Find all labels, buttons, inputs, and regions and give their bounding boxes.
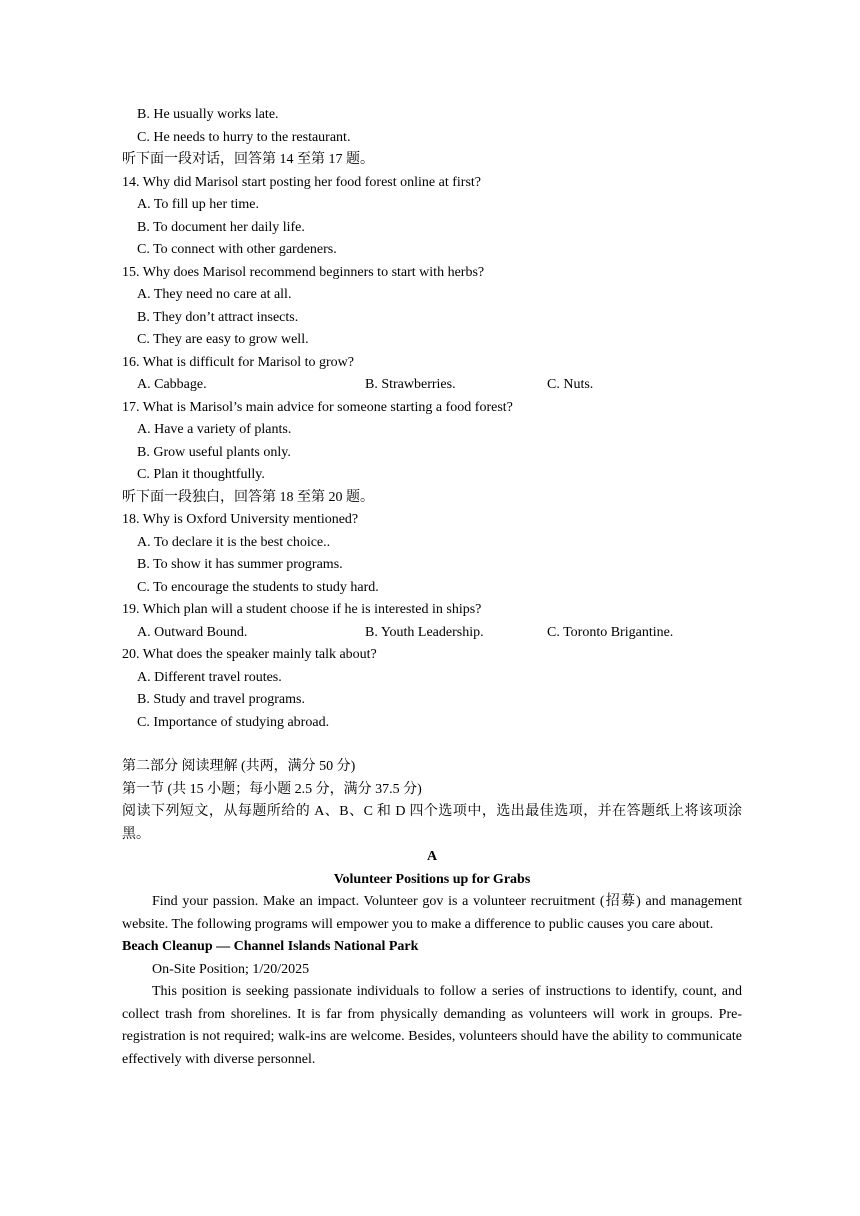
- q14-option-b: B. To document her daily life.: [137, 219, 305, 235]
- program-body: This position is seeking passionate individuals to follow a series of instructions to identify, count, and collect trash from shorelines. It is far from physically demanding as volunteers will work in groups. Pre-registration is not required; walk-ins are welcome. Besides, volunteers should have the ability to communicate effectively with diverse personnel.: [122, 984, 742, 1067]
- section1-heading: 第一节 (共 15 小题；每小题 2.5 分，满分 37.5 分): [122, 781, 422, 797]
- q16-stem: 16. What is difficult for Marisol to grow?: [122, 354, 354, 370]
- q20-option-c: C. Importance of studying abroad.: [137, 714, 330, 730]
- spacer: [122, 734, 742, 756]
- passage-intro: Find your passion. Make an impact. Volunteer gov is a volunteer recruitment (招募) and management website. The following programs will empower you to make a difference to public causes you care about.: [122, 894, 742, 932]
- q20-option-b: B. Study and travel programs.: [137, 692, 305, 707]
- q15-stem: 15. Why does Marisol recommend beginners to start with herbs?: [122, 264, 485, 280]
- q19-option-a: A. Outward Bound.: [137, 624, 248, 640]
- q16-options: [122, 374, 742, 397]
- q18-stem: 18. Why is Oxford University mentioned?: [122, 512, 359, 527]
- program-title: Beach Cleanup — Channel Islands National Park: [122, 939, 419, 954]
- q15-option-c: C. They are easy to grow well.: [137, 332, 309, 347]
- passage-title: Volunteer Positions up for Grabs: [333, 871, 531, 887]
- q18-option-a: A. To declare it is the best choice..: [137, 534, 331, 550]
- program-meta: On-Site Position; 1/20/2025: [152, 961, 310, 977]
- q19-option-b: B. Youth Leadership.: [365, 624, 484, 640]
- q16-option-a: A. Cabbage.: [137, 377, 207, 392]
- q19-stem: 19. Which plan will a student choose if he is interested in ships?: [122, 602, 482, 617]
- monologue-instruction: 听下面一段独白，回答第 18 至第 20 题。: [122, 489, 374, 505]
- q14-stem: 14. Why did Marisol start posting her food forest online at first?: [122, 174, 482, 190]
- q14-option-a: A. To fill up her time.: [137, 197, 260, 212]
- exam-page: [122, 104, 742, 1071]
- q20-stem: 20. What does the speaker mainly talk about?: [122, 647, 377, 662]
- q16-option-c: C. Nuts.: [547, 377, 594, 392]
- q17-stem: 17. What is Marisol’s main advice for someone starting a food forest?: [122, 399, 513, 415]
- q19-option-c: C. Toronto Brigantine.: [547, 624, 674, 640]
- passage-label: A: [426, 849, 438, 864]
- q13-option-b: B. He usually works late.: [137, 107, 279, 122]
- part2-heading: 第二部分 阅读理解 (共两，满分 50 分): [122, 759, 356, 774]
- q19-options: [122, 622, 742, 645]
- q17-option-b: B. Grow useful plants only.: [137, 444, 291, 460]
- q18-option-c: C. To encourage the students to study hard.: [137, 579, 379, 595]
- q18-option-b: B. To show it has summer programs.: [137, 557, 343, 572]
- q14-option-c: C. To connect with other gardeners.: [137, 242, 337, 257]
- dialogue-instruction: 听下面一段对话，回答第 14 至第 17 题。: [122, 152, 374, 167]
- q17-option-c: C. Plan it thoughtfully.: [137, 467, 265, 482]
- reading-instruction: 阅读下列短文，从每题所给的 A、B、C 和 D 四个选项中，选出最佳选项，并在答题纸上将该项涂黑。: [122, 804, 742, 842]
- q13-option-c: C. He needs to hurry to the restaurant.: [137, 129, 351, 145]
- q15-option-a: A. They need no care at all.: [137, 287, 292, 302]
- q17-option-a: A. Have a variety of plants.: [137, 422, 292, 437]
- q15-option-b: B. They don’t attract insects.: [137, 309, 299, 325]
- q16-option-b: B. Strawberries.: [365, 377, 456, 392]
- q20-option-a: A. Different travel routes.: [137, 669, 282, 685]
